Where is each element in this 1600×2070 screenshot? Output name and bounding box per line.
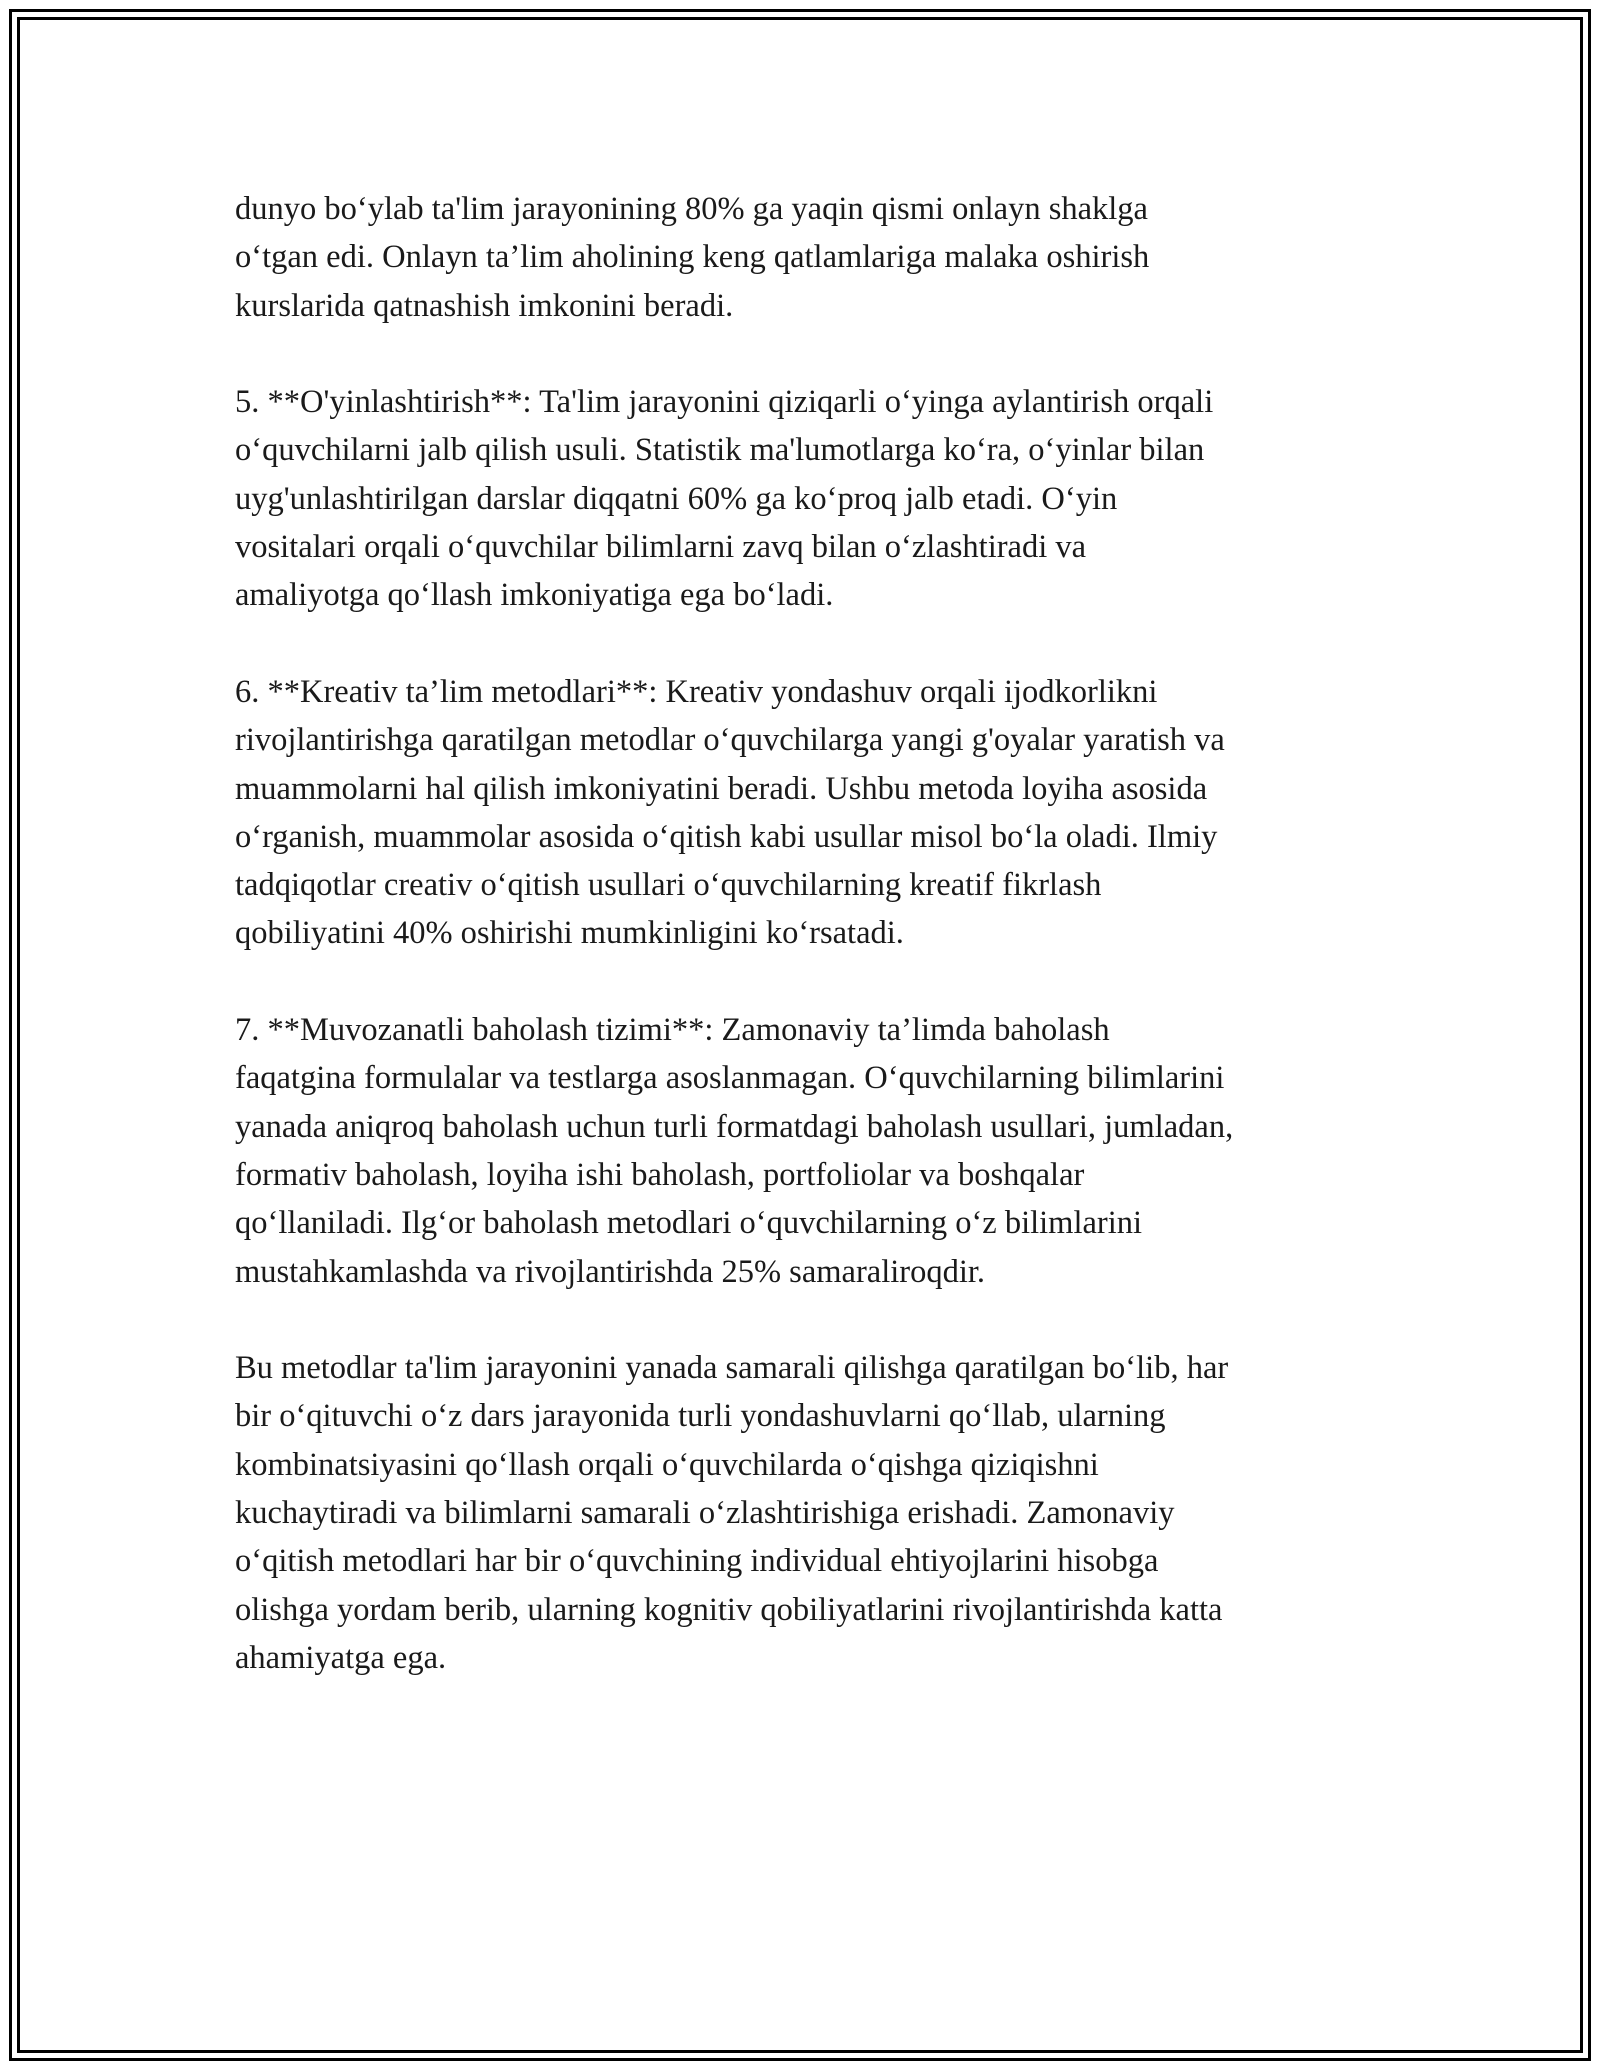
text-line: o‘rganish, muammolar asosida o‘qitish kabi usullar misol bo‘la oladi. Ilmiy <box>235 818 1218 855</box>
text-line: Bu metodlar ta'lim jarayonini yanada samarali qilishga qaratilgan bo‘lib, har <box>235 1350 1229 1387</box>
text-line: o‘quvchilarni jalb qilish usuli. Statistik ma'lumotlarga ko‘ra, o‘yinlar bilan <box>235 432 1205 469</box>
text-line: 6. **Kreativ ta’lim metodlari**: Kreativ yondashuv orqali ijodkorlikni <box>235 673 1158 710</box>
text-line: formativ baholash, loyiha ishi baholash, portfoliolar va boshqalar <box>235 1156 1085 1193</box>
paragraph-conclusion <box>235 1344 1370 1682</box>
text-line: o‘qitish metodlari har bir o‘quvchining individual ehtiyojlarini hisobga <box>235 1543 1159 1580</box>
text-line: dunyo bo‘ylab ta'lim jarayonining 80% ga yaqin qismi onlayn shaklga <box>235 191 1148 227</box>
text-line: bir o‘qituvchi o‘z dars jarayonida turli yondashuvlarni qo‘llab, ularning <box>235 1398 1166 1435</box>
text-line: qo‘llaniladi. Ilg‘or baholash metodlari o‘quvchilarning o‘z bilimlarini <box>235 1205 1143 1242</box>
text-line: kurslarida qatnashish imkonini beradi. <box>235 287 734 324</box>
paragraph-online-learning <box>235 185 1370 330</box>
text-line: kuchaytiradi va bilimlarni samarali o‘zlashtirishiga erishadi. Zamonaviy <box>235 1495 1175 1532</box>
text-line: vositalari orqali o‘quvchilar bilimlarni zavq bilan o‘zlashtiradi va <box>235 529 1087 566</box>
text-line: tadqiqotlar creativ o‘qitish usullari o‘quvchilarning kreatif fikrlash <box>235 867 1102 904</box>
paragraph-gamification <box>235 378 1370 619</box>
text-line: kombinatsiyasini qo‘llash orqali o‘quvchilarda o‘qishga qiziqishni <box>235 1446 1099 1483</box>
text-line: 5. **O'yinlashtirish**: Ta'lim jarayonini qiziqarli o‘yinga aylantirish orqali <box>235 384 1214 421</box>
text-line: uyg'unlashtirilgan darslar diqqatni 60% ga ko‘proq jalb etadi. O‘yin <box>235 480 1118 517</box>
text-line: muammolarni hal qilish imkoniyatini beradi. Ushbu metoda loyiha asosida <box>235 770 1208 807</box>
text-line: mustahkamlashda va rivojlantirishda 25% samaraliroqdir. <box>235 1253 986 1290</box>
paragraph-creative-methods <box>235 668 1370 958</box>
text-line: o‘tgan edi. Onlayn ta’lim aholining keng qatlamlariga malaka oshirish <box>235 239 1150 276</box>
text-line: faqatgina formulalar va testlarga asoslanmagan. O‘quvchilarning bilimlarini <box>235 1060 1225 1097</box>
text-line: rivojlantirishga qaratilgan metodlar o‘quvchilarga yangi g'oyalar yaratish va <box>235 722 1225 759</box>
paragraph-balanced-assessment <box>235 1006 1370 1296</box>
text-line: yanada aniqroq baholash uchun turli formatdagi baholash usullari, jumladan, <box>235 1108 1234 1145</box>
text-line: 7. **Muvozanatli baholash tizimi**: Zamonaviy ta’limda baholash <box>235 1012 1110 1049</box>
text-line: olishga yordam berib, ularning kognitiv qobiliyatlarini rivojlantirishda katta <box>235 1591 1223 1628</box>
text-line: qobiliyatini 40% oshirishi mumkinligini ko‘rsatadi. <box>235 915 904 952</box>
text-line: amaliyotga qo‘llash imkoniyatiga ega bo‘ladi. <box>235 577 834 614</box>
document-body <box>235 185 1370 1682</box>
text-line: ahamiyatga ega. <box>235 1639 447 1676</box>
